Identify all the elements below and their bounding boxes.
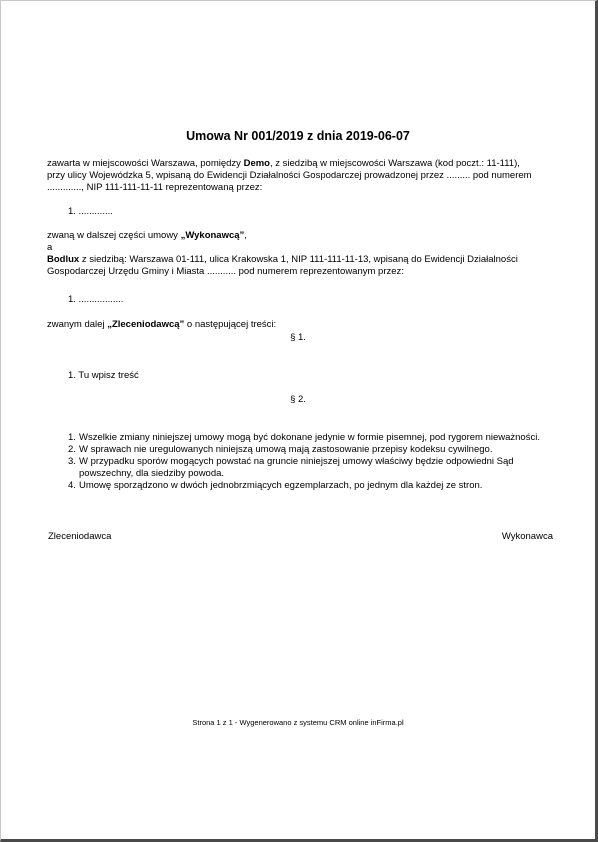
section-1-heading: § 1.: [290, 332, 306, 343]
list-item: [68, 480, 540, 492]
signature-contractor: Wykonawca: [501, 531, 553, 542]
client-definition-start: zwanym dalej: [47, 319, 108, 330]
list-item-number: 1.: [68, 432, 76, 443]
list-item-text: W sprawach nie uregulowanych niniejszą umową mają zastosowanie przepisy kodeksu cywilnego.: [79, 444, 493, 455]
representative-1: 1. .............: [68, 206, 113, 217]
client-definition: [47, 319, 276, 331]
and-conjunction: a: [47, 242, 53, 253]
signature-client: Zleceniodawca: [48, 531, 112, 542]
list-item: [68, 432, 540, 444]
list-item-number: 3.: [68, 456, 76, 467]
intro-line-3: ............., NIP 111-111-11-11 reprezentowaną przez:: [47, 182, 263, 193]
intro-line-1-end: , z siedzibą w miejscowości Warszawa (kod poczt.: 11-111),: [269, 158, 520, 169]
party2-line-1-rest: z siedzibą: Warszawa 01-111, ulica Krakowska 1, NIP 111-111-11-13, wpisaną do Ewidencji Działalności: [79, 254, 518, 265]
contractor-definition-end: ,: [244, 230, 247, 241]
document-title: Umowa Nr 001/2019 z dnia 2019-06-07: [186, 129, 410, 143]
list-item-text-continued: powszechny, dla siedziby powoda.: [79, 468, 225, 479]
list-item: [68, 444, 540, 456]
section-1-item: 1. Tu wpisz treść: [68, 370, 139, 381]
intro-line-1: [47, 158, 520, 170]
party2-name: Bodlux: [47, 254, 80, 265]
intro-line-2: przy ulicy Wojewódzka 5, wpisaną do Ewidencji Działalności Gospodarczej prowadzonej przez ......... pod numerem: [47, 170, 532, 181]
section-2-list: [68, 432, 540, 492]
client-definition-end: o następującej treści:: [184, 319, 277, 330]
list-item-text: Umowę sporządzono w dwóch jednobrzmiących egzemplarzach, po jednym dla każdej ze stron.: [79, 480, 483, 491]
list-item-number: 4.: [68, 480, 76, 491]
party1-name: Demo: [243, 158, 270, 169]
intro-line-1-start: zawarta w miejscowości Warszawa, pomiędzy: [47, 158, 244, 169]
contractor-definition-start: zwaną w dalszej części umowy: [47, 230, 181, 241]
party2-line-1: [47, 254, 518, 266]
party2-line-2: Gospodarczej Urzędu Gminy i Miasta ........... pod numerem reprezentowanym przez:: [47, 266, 404, 277]
list-item-text: Wszelkie zmiany niniejszej umowy mogą być dokonane jedynie w formie pisemnej, pod rygorem nieważności.: [79, 432, 540, 443]
list-item: [68, 456, 540, 480]
list-item-text: W przypadku sporów mogących powstać na gruncie niniejszej umowy właściwy będzie odpowiedni Sąd: [79, 456, 514, 467]
contractor-definition: [47, 230, 247, 242]
list-item-number: 2.: [68, 444, 76, 455]
contractor-term: „Wykonawcą”: [180, 230, 245, 241]
page-footer: Strona 1 z 1 - Wygenerowano z systemu CRM online inFirma.pl: [192, 718, 404, 727]
client-term: „Zleceniodawcą”: [107, 319, 185, 330]
representative-2: 1. .................: [68, 294, 124, 305]
section-2-heading: § 2.: [290, 394, 306, 405]
